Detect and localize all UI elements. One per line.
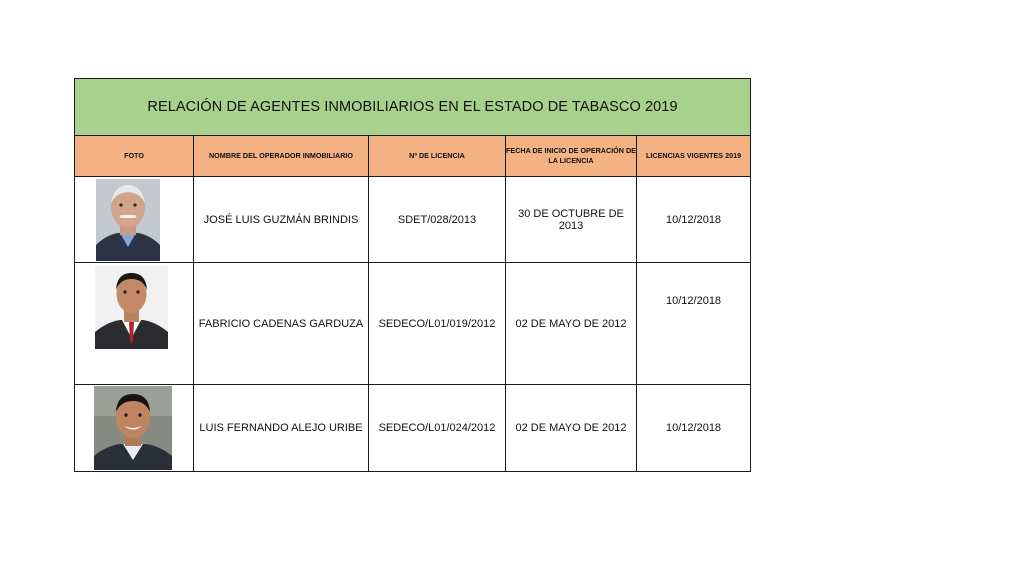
table-row (75, 177, 751, 263)
operator-name: JOSÉ LUIS GUZMÁN BRINDIS (194, 177, 369, 263)
header-row (75, 136, 751, 177)
portrait-photo (96, 179, 160, 261)
column-header-fecha: FECHA DE INICIO DE OPERACIÓN DE LA LICENCIA (506, 136, 637, 177)
portrait-photo (94, 386, 172, 470)
table-row (75, 263, 751, 385)
valid-license: 10/12/2018 (637, 263, 751, 385)
column-header-foto: FOTO (75, 136, 194, 177)
operator-name: FABRICIO CADENAS GARDUZA (194, 263, 369, 385)
valid-license: 10/12/2018 (637, 385, 751, 472)
start-date: 30 DE OCTUBRE DE 2013 (506, 177, 637, 263)
license-number: SEDECO/L01/024/2012 (369, 385, 506, 472)
photo-cell (75, 385, 194, 472)
photo-cell (75, 177, 194, 263)
table-row (75, 385, 751, 472)
start-date: 02 DE MAYO DE 2012 (506, 263, 637, 385)
license-number: SDET/028/2013 (369, 177, 506, 263)
column-header-vigentes: LICENCIAS VIGENTES 2019 (637, 136, 751, 177)
column-header-licencia: Nº DE LICENCIA (369, 136, 506, 177)
license-number: SEDECO/L01/019/2012 (369, 263, 506, 385)
photo-cell (75, 263, 194, 385)
operator-name: LUIS FERNANDO ALEJO URIBE (194, 385, 369, 472)
valid-license: 10/12/2018 (637, 177, 751, 263)
agents-table (74, 78, 751, 472)
column-header-nombre: NOMBRE DEL OPERADOR INMOBILIARIO (194, 136, 369, 177)
agents-sheet (74, 78, 750, 442)
portrait-photo (95, 266, 168, 349)
table-title: RELACIÓN DE AGENTES INMOBILIARIOS EN EL ESTADO DE TABASCO 2019 (75, 79, 751, 136)
start-date: 02 DE MAYO DE 2012 (506, 385, 637, 472)
